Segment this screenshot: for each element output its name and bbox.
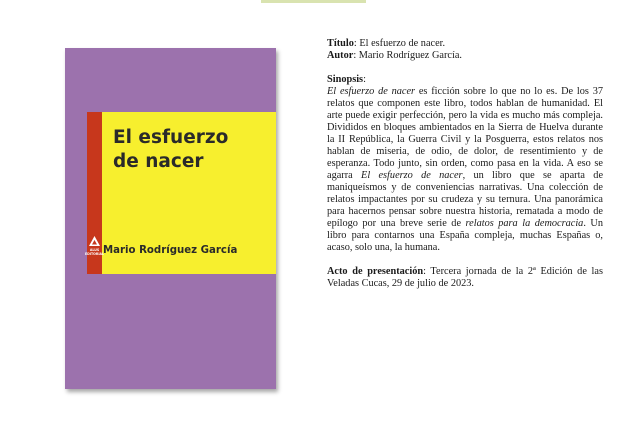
- synopsis-text: [327, 86, 603, 254]
- presentation-value: : Tercera jornada de la 2ª Edición de las Veladas Cucas, 29 de julio de 2023.: [327, 266, 603, 289]
- title-label: Título: [327, 38, 354, 49]
- synopsis-segment: . Un libro para contarnos una España compleja, muchas Españas o, acaso, solo una, la humana.: [327, 218, 604, 253]
- title-value: : El esfuerzo de nacer.: [353, 38, 446, 49]
- cover-author: Mario Rodríguez García: [103, 245, 238, 256]
- cover-title-line1: El esfuerzo: [113, 127, 229, 148]
- book-info: [327, 38, 603, 290]
- publisher-logo-text: ALUS EDITORIAL: [84, 248, 105, 256]
- synopsis-label: Sinopsis: [327, 74, 364, 85]
- synopsis-segment: es ficción sobre lo que no lo es. De los 37 relatos que componen este libro, todos hablan de humanidad. El arte puede exigir perfección, pero la vida es mucho más compleja. Divididos en bloques ambientados en la Sierra de Huelva durante la II República, la Guerra Civil y la Posguerra, estos relatos nos hablan de miseria, de odio, de dolor, de resentimiento y de esperanza. Todo junto, sin orden, como pasa en la vida. A eso se agarra: [327, 86, 603, 181]
- synopsis-heading: [327, 74, 603, 86]
- mountain-icon: [89, 236, 100, 246]
- synopsis-italic-title: El esfuerzo de nacer: [361, 170, 463, 181]
- book-cover: [65, 48, 276, 389]
- presentation-label: Acto de presentación: [327, 266, 424, 277]
- author-label: Autor: [327, 50, 354, 61]
- presentation-line: [327, 266, 603, 290]
- synopsis-italic-title: El esfuerzo de nacer: [327, 86, 416, 97]
- author-value: : Mario Rodríguez García.: [353, 50, 462, 61]
- synopsis-italic-phrase: relatos para la democracia: [465, 218, 584, 229]
- synopsis-segment: , un libro que se aparta de maniqueísmos y de conveniencias narrativas. Una colección de relatos impactantes por su crudeza y su ternura. Una panorámica para hacernos pensar sobre nuestra historia, rematada a modo de epílogo por una breve serie de: [327, 170, 604, 229]
- top-accent-bar: [261, 0, 366, 3]
- cover-title: [113, 126, 263, 174]
- cover-title-line2: de nacer: [113, 151, 204, 172]
- title-line: [327, 38, 603, 50]
- cover-title-band: [84, 112, 276, 274]
- synopsis-colon: :: [363, 74, 366, 85]
- publisher-logo: [84, 230, 105, 274]
- author-line: [327, 50, 603, 62]
